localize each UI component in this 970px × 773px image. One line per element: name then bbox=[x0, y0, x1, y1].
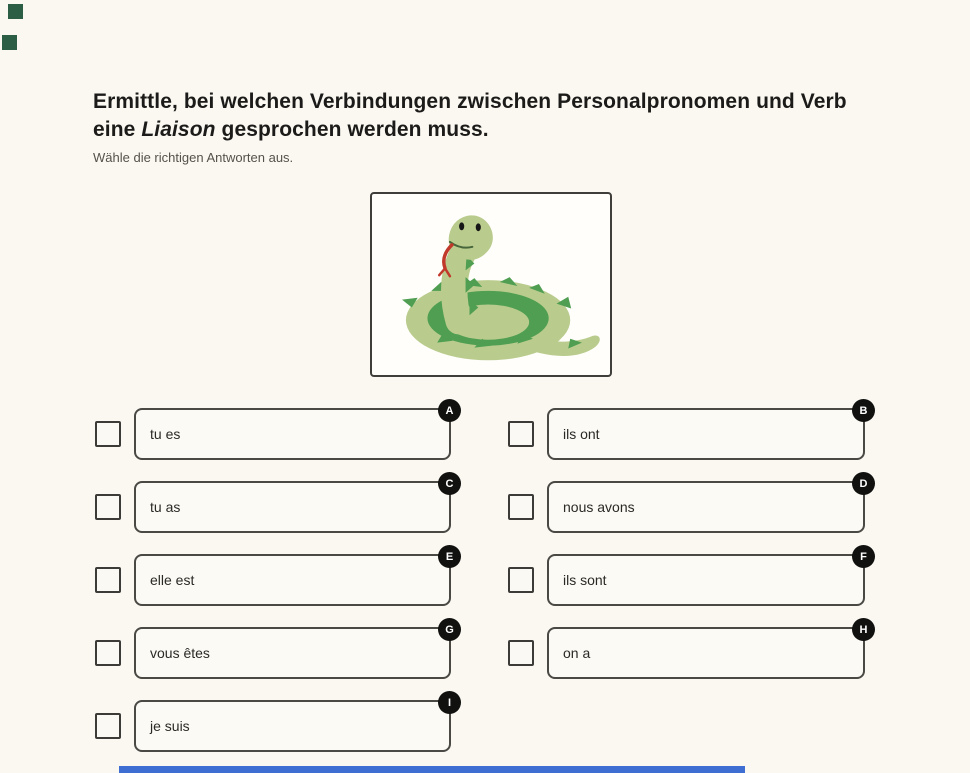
option-d-label: nous avons bbox=[563, 499, 635, 515]
option-a-label: tu es bbox=[150, 426, 181, 442]
option-b-checkbox[interactable] bbox=[508, 421, 534, 447]
task-subtitle: Wähle die richtigen Antworten aus. bbox=[93, 150, 294, 165]
video-progress-bar[interactable] bbox=[119, 766, 745, 773]
option-h-box[interactable] bbox=[547, 623, 868, 679]
option-c-label: tu as bbox=[150, 499, 181, 515]
option-g-box[interactable] bbox=[134, 623, 454, 679]
option-b-row bbox=[508, 404, 868, 460]
option-e-checkbox[interactable] bbox=[95, 567, 121, 593]
option-g-row bbox=[95, 623, 454, 679]
option-e-box[interactable] bbox=[134, 550, 454, 606]
option-f-label: ils sont bbox=[563, 572, 607, 588]
task-title-italic: Liaison bbox=[141, 118, 216, 141]
option-d-badge: D bbox=[852, 472, 875, 495]
option-h-row bbox=[508, 623, 868, 679]
corner-square-bottom bbox=[2, 35, 17, 50]
option-f-row bbox=[508, 550, 867, 606]
option-i-badge: I bbox=[438, 691, 461, 714]
option-i-label: je suis bbox=[150, 718, 190, 734]
option-d-row bbox=[508, 477, 868, 533]
option-e-label: elle est bbox=[150, 572, 195, 588]
task-title-part2: gesprochen werden muss. bbox=[215, 118, 489, 141]
option-e-row bbox=[95, 550, 454, 606]
option-h-label: on a bbox=[563, 645, 591, 661]
option-c-checkbox[interactable] bbox=[95, 494, 121, 520]
snake-illustration bbox=[374, 196, 608, 373]
option-c-box[interactable] bbox=[134, 477, 454, 533]
option-a-box[interactable] bbox=[134, 404, 454, 460]
option-c-row bbox=[95, 477, 454, 533]
option-a-checkbox[interactable] bbox=[95, 421, 121, 447]
option-e-badge: E bbox=[438, 545, 461, 568]
snake-image-box bbox=[370, 192, 612, 377]
option-i-checkbox[interactable] bbox=[95, 713, 121, 739]
option-b-box[interactable] bbox=[547, 404, 868, 460]
option-b-label: ils ont bbox=[563, 426, 600, 442]
option-g-label: vous êtes bbox=[150, 645, 210, 661]
option-d-checkbox[interactable] bbox=[508, 494, 534, 520]
option-a-row bbox=[95, 404, 454, 460]
task-title-part1: Ermittle, bei welchen Verbindungen zwischen Personalpronomen und Verb eine bbox=[93, 90, 847, 141]
corner-square-top bbox=[8, 4, 23, 19]
option-f-badge: F bbox=[852, 545, 875, 568]
option-f-box[interactable] bbox=[547, 550, 867, 606]
option-c-badge: C bbox=[438, 472, 461, 495]
option-g-badge: G bbox=[438, 618, 461, 641]
option-d-box[interactable] bbox=[547, 477, 868, 533]
option-i-box[interactable] bbox=[134, 696, 452, 752]
task-title bbox=[93, 88, 893, 144]
option-h-checkbox[interactable] bbox=[508, 640, 534, 666]
option-g-checkbox[interactable] bbox=[95, 640, 121, 666]
option-a-badge: A bbox=[438, 399, 461, 422]
option-h-badge: H bbox=[852, 618, 875, 641]
option-f-checkbox[interactable] bbox=[508, 567, 534, 593]
option-i-row bbox=[95, 696, 452, 752]
option-b-badge: B bbox=[852, 399, 875, 422]
